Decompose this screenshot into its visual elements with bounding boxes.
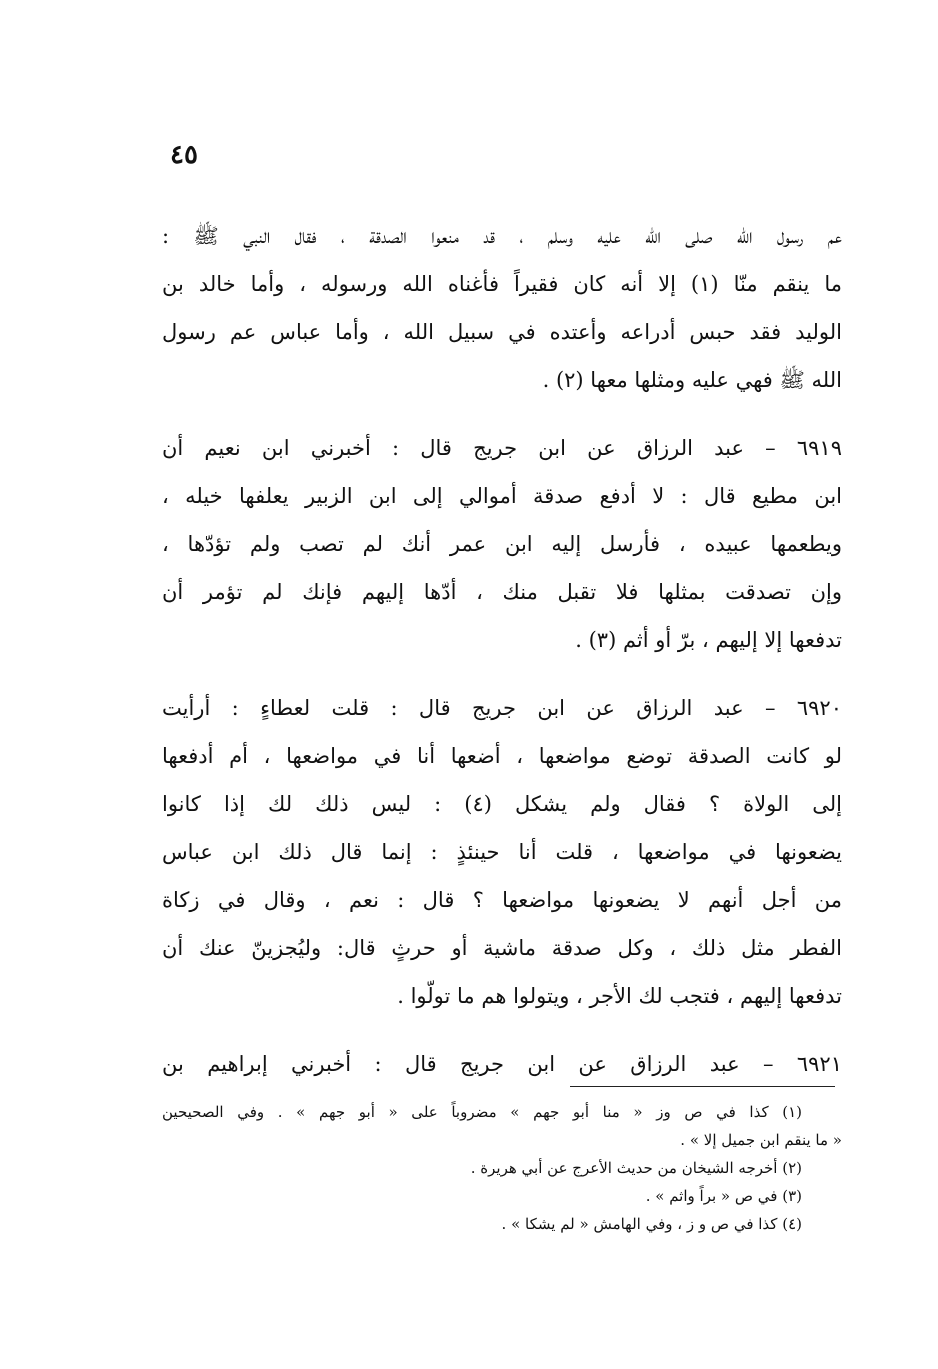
- footnote-divider: [570, 1086, 835, 1087]
- paragraph-gap: [162, 664, 842, 684]
- paragraph-gap: [162, 404, 842, 424]
- text-line: ويطعمها عبيده ، فأرسل إليه ابن عمر أنك لم تصب ولم تؤدّها ،: [162, 532, 842, 556]
- text-line: تدفعها إليهم ، فتجب لك الأجر ، ويتولوا هم ما تولّوا .: [397, 984, 842, 1008]
- text-line: تدفعها إلا إليهم ، برّ أو أثم (٣) .: [575, 628, 842, 652]
- hadith-6919-heading-line: ٦٩١٩ – عبد الرزاق عن ابن جريج قال : أخبرني ابن نعيم أن: [162, 436, 842, 460]
- text-line: يضعونها في مواضعها ، قلت أنا حينئذٍ : إنما قال ذلك ابن عباس: [162, 840, 842, 864]
- text-line: الفطر مثل ذلك ، وكل صدقة ماشية أو حرثٍ قال: وليُجزينّ عنك أن: [162, 936, 842, 960]
- text-line: لو كانت الصدقة توضع مواضعها ، أضعها أنا في مواضعها ، أم أدفعها: [162, 744, 842, 768]
- footnote-1: (١) كذا في ص وز « منا أبو جهم » مضروباً على « أبو جهم » . وفي الصحيحين: [162, 1103, 802, 1121]
- text-line: وإن تصدقت بمثلها فلا تقبل منك ، أدّها إليهم فإنك لم تؤمر أن: [162, 580, 842, 604]
- footnotes: [162, 1098, 842, 1238]
- footnote-4: (٤) كذا في ص و ز ، وفي الهامش « لم يشكا » .: [501, 1215, 802, 1233]
- text-line: إلى الولاة ؟ فقال ولم يشكل (٤) : ليس ذلك لك إذا كانوا: [162, 792, 842, 816]
- main-text: [162, 212, 842, 1088]
- text-line: عم رسول الله صلى الله عليه وسلم ، قد منعوا الصدقة ، فقال النبي ﷺ :: [162, 224, 842, 248]
- footnote-2: (٢) أخرجه الشيخان من حديث الأعرج عن أبي هريرة .: [470, 1159, 802, 1177]
- text-line: الله ﷺ فهي عليه ومثلها معها (٢) .: [542, 368, 842, 392]
- hadith-6921-heading-line: ٦٩٢١ – عبد الرزاق عن ابن جريج قال : أخبرني إبراهيم بن: [162, 1052, 842, 1076]
- text-line: ما ينقم منّا (١) إلا أنه كان فقيراً فأغناه الله ورسوله ، وأما خالد بن: [162, 272, 842, 296]
- text-line: الوليد فقد حبس أدراعه وأعتده في سبيل الله ، وأما عباس عم رسول: [162, 320, 842, 344]
- footnote-1-continuation: « ما ينقم ابن جميل إلا » .: [680, 1131, 842, 1149]
- footnote-3: (٣) في ص « براً واثم » .: [645, 1187, 802, 1205]
- hadith-6920-heading-line: ٦٩٢٠ – عبد الرزاق عن ابن جريج قال : قلت لعطاءٍ : أرأيت: [162, 696, 842, 720]
- paragraph-gap: [162, 1020, 842, 1040]
- text-line: من أجل أنهم لا يضعونها مواضعها ؟ قال : نعم ، وقال في زكاة: [162, 888, 842, 912]
- text-line: ابن مطيع قال : لا أدفع صدقة أموالي إلى ابن الزبير يعلفها خيله ،: [162, 484, 842, 508]
- page-number: ٤٥: [170, 140, 198, 170]
